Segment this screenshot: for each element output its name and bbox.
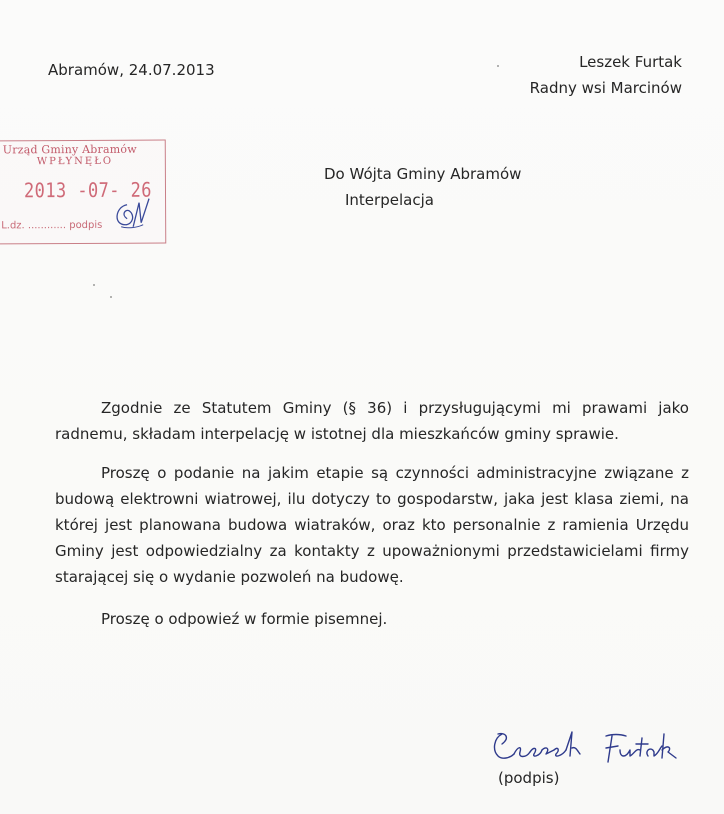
- stamp-date: 2013 -07- 26: [23, 177, 152, 203]
- stamp-received-label: WPŁYNĘŁO: [36, 155, 114, 168]
- letter-subject: Interpelacja: [345, 191, 434, 209]
- scan-speck: [497, 65, 499, 67]
- sender-role: Radny wsi Marcinów: [529, 79, 682, 97]
- sender-name: Leszek Furtak: [579, 53, 682, 71]
- body-paragraph-2: Proszę o podanie na jakim etapie są czynności administracyjne związane z budową elektrowni wiatrowej, ilu dotyczy to gospodarstw, jaka jest klasa ziemi, na której jest planowana budowa wiatraków, oraz kto personalnie z ramienia Urzędu Gminy jest odpowiedzialny za kontakty z upoważnionymi przedstawicielami firmy starającej się o wydanie pozwoleń na budowę.: [55, 464, 689, 586]
- scan-speck: [93, 284, 95, 286]
- letter-date: Abramów, 24.07.2013: [48, 61, 215, 79]
- body-paragraph-1: Zgodnie ze Statutem Gminy (§ 36) i przysługującymi mi prawami jako radnemu, składam interpelację w istotnej dla mieszkańców gminy sprawie.: [55, 399, 689, 443]
- signature-caption: (podpis): [498, 769, 560, 787]
- addressee: Do Wójta Gminy Abramów: [324, 165, 522, 183]
- handwritten-signature: [488, 728, 698, 772]
- scan-speck: [110, 296, 112, 298]
- received-stamp: [0, 140, 166, 245]
- body-paragraph-3: Proszę o odpowieź w formie pisemnej.: [101, 610, 388, 628]
- stamp-footer: L.dz. ............ podpis: [1, 219, 103, 232]
- stamp-office-name: Urząd Gminy Abramów: [2, 142, 137, 157]
- stamp-initials-signature: [107, 197, 159, 233]
